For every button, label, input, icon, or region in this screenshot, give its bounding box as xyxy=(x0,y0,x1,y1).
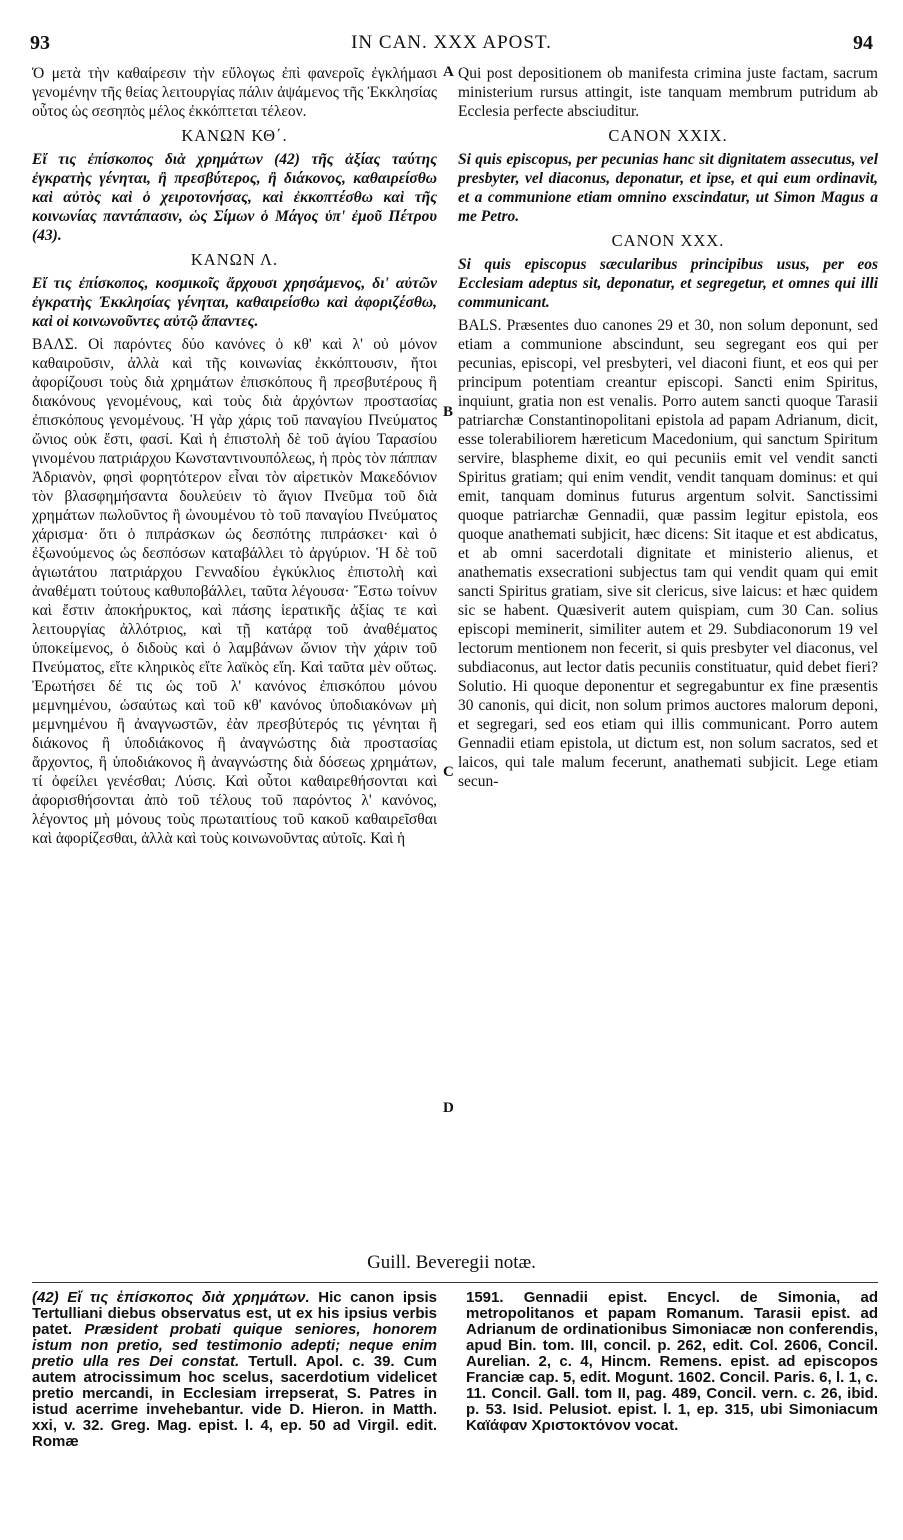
latin-canon30-heading: CANON XXX. xyxy=(611,231,725,250)
latin-canon29-text: Si quis episcopus, per pecunias hanc sit dignitatem assecutus, vel presbyter, vel diaconus, deponatur, et ipse, et qui eum ordinavit, et a communione etiam omnino exscindatur, ut Simon Magus a me Petro. xyxy=(458,151,878,225)
page-number-left: 93 xyxy=(30,32,50,54)
margin-marker-b: B xyxy=(443,404,454,420)
note-42-continued: 1591. Gennadii epist. Encycl. de Simonia, ad metropolitanos et papam Romanum. Tarasii epist. ad Adrianum de ordinationibus Simoniacæ non conferendis, apud Bin. tom. III, concil. p. 262, edit. Col. 2606, Concil. Aurelian. 2, c. 4, Hincm. Remens. epist. ad episcopos Franciæ cap. 5, edit. Mogunt. 1602. Concil. Paris. 6, l. 1, c. 11. Concil. Gall. tom II, pag. 489, Concil. vern. c. 26, ibid. p. 53. Isid. Pelusiot. epist. l. 1, ep. 315, ubi Simoniacum Καϊάφαν Χριστοκτόνον vocat. xyxy=(466,1289,878,1434)
latin-canon30-text: Si quis episcopus sæcularibus principibus usus, per eos Ecclesiam adeptus sit, deponatur, et segregetur, et omnes qui illi communicant. xyxy=(458,256,878,311)
notes-divider xyxy=(32,1282,878,1283)
latin-balsamon-commentary: BALS. Præsentes duo canones 29 et 30, non solum deponunt, sed etiam a communione abscindunt, seu segregant eos qui per pecunias, episcopi, vel presbyteri, vel diaconi fiunt, et eos qui per principum potentiam creantur episcopi. Sancti enim Spiritus, inquiunt, gratia non est venalis. Porro autem sancti quoque Tarasii patriarchæ Constantinopolitani epistola ad papam Adrianum, dicit, esse tolerabiliorem hæreticum Macedonium, qui sanctum Spiritum servire, blaspheme dixit, eo qui pecuniis emit vel vendit sancti Spiritus gratiam; qui enim vendit, vendit tanquam dominus: et qui emit, tanquam dominus futurus argentum solvit. Sanctissimi quoque patriarchæ Gennadii, quæ passim legitur epistola, eos quoque anathemati subjicit, hæc dicens: Sit itaque et est abdicatus, et ab omni sacerdotali dignitate et ministerio alienus, et anathematis exsecrationi subjectus tam qui vendit quam qui emit sancti Spiritus gratiam, sive sit clericus, sive laicus: et hæc quidem sic se habent. Quæsiverit autem quispiam, cum 30 Can. solius episcopi meminerit, similiter autem et 29. Subdiaconorum 19 vel lectorum mentionem non fecerit, si quis presbyter vel diaconus, vel subdiaconus, aut lector datis pecuniis constituatur, quid debet fieri? Solutio. Hi quoque deponentur et segregabuntur ex fine præsentis 30 canonis, qui dicit, non solum primos auctores malorum deponi, et segregari, sed eos etiam qui illis communicant. Porro autem Gennadii etiam epistola, ut dictum est, non solum sacratos, sed et laicos, qui tale malum fecerunt, anathemati subjicit. Lege etiam secun- xyxy=(458,317,878,790)
page-header xyxy=(30,32,873,58)
margin-marker-d: D xyxy=(443,1100,454,1116)
notes-left-column xyxy=(32,1290,437,1450)
running-title: IN CAN. XXX APOST. xyxy=(351,32,552,53)
notes-heading: Guill. Beveregii notæ. xyxy=(367,1252,536,1273)
greek-canon30-heading: ΚΑΝΩΝ Λ. xyxy=(190,250,279,269)
greek-column xyxy=(32,64,437,848)
note-42-quote: Præsident probati quique seniores, honorem istum non pretio, sed testimonio adepti; neque enim pretio ulla res Dei constat. xyxy=(32,1321,438,1370)
greek-canon29-heading: ΚΑΝΩΝ ΚΘ΄. xyxy=(181,126,288,145)
greek-canon30-text: Εἴ τις ἐπίσκοπος, κοσμικοῖς ἄρχουσι χρησάμενος, δι' αὐτῶν ἐγκρατὴς Ἐκκλησίας γένηται, καθαιρείσθω καὶ ἀφοριζέσθω, καὶ οἱ κοινωνοῦντες αὐτῷ ἅπαντες. xyxy=(32,275,437,330)
page-number-right: 94 xyxy=(853,32,873,54)
margin-marker-a: A xyxy=(443,64,454,80)
greek-balsamon-commentary: ΒΑΛΣ. Οἱ παρόντες δύο κανόνες ὁ κθ' καὶ λ' οὐ μόνον καθαιροῦσιν, ἀλλὰ καὶ τῆς κοινωνίας ἐκκόπτουσιν, ἤτοι ἀφορίζουσι τοὺς διὰ χρημάτων ἐπισκόπους ἢ πρεσβυτέρους ἢ διακόνους γενομένους, καὶ τοὺς διὰ ἀρχόντων προστασίας ἐπισκόπους γενομένους. Ἡ γὰρ χάρις τοῦ παναγίου Πνεύματος ὤνιος οὐκ ἔστι, φασί. Καὶ ἡ ἐπιστολὴ δὲ τοῦ ἁγίου Ταρασίου γινομένου πατριάρχου Κωνσταντινουπόλεως, ἡ πρὸς τὸν πάππαν Ἀδριανὸν, φησὶ φορητότερον εἶναι τὸν αἱρετικὸν Μακεδόνιον τὸν βλασφημήσαντα δουλεύειν τὸ ἅγιον Πνεῦμα τοῦ διὰ χρημάτων πωλοῦντος ἢ ὠνουμένου τὸ τοῦ παναγίου Πνεύματος χάρισμα· ὅτι ὁ πιπράσκων ὡς δεσπότης πιπράσκει· καὶ ὁ ἐξωνούμενος ὡς δεσπόσων καταβάλλει τὸ ἀργύριον. Ἡ δὲ τοῦ ἁγιωτάτου πατριάρχου Γενναδίου ἐγκύκλιος ἐπιστολὴ καὶ ἀναθέματι τούτους καθυποβάλλει, ταῦτα λέγουσα· Ἔστω τοίνυν καὶ ἔστιν ἀποκήρυκτος, καὶ πάσης ἱερατικῆς ἀξίας τε καὶ λειτουργίας ἀλλότριος, καὶ τῇ κατάρᾳ τοῦ ἀναθέματος ὑποκείμενος, ὁ διδοὺς καὶ ὁ λαμβάνων ὤνιον τὴν χάριν τοῦ Πνεύματος, εἴτε κληρικὸς εἴτε λαϊκὸς εἴη. Καὶ ταῦτα μὲν οὕτως. Ἐρωτήσει δέ τις ὡς τοῦ λ' κανόνος ἐπισκόπου μόνου μεμνημένου, ὡσαύτως καὶ τοῦ κθ' κανόνος ὑποδιακόνων μὴ μεμνημένου ἢ ἀναγνωστῶν, ἐὰν πρεσβύτερός τις γένηται ἢ διάκονος ἢ ὑποδιάκονος ἢ ἀναγνώστης διὰ προστασίας ἄρχοντος, ἢ ὑποδιάκονος ἢ ἀναγνώστης διὰ δόσεως χρημάτων, τί ὀφείλει γενέσθαι; Λύσις. Καὶ οὗτοι καθαιρεθήσονται καὶ ἀφορισθήσονται ἀπὸ τοῦ τέλους τοῦ παρόντος λ' κανόνος, λέγοντος μὴ μόνους τοὺς πρωταιτίους τοῦ κακοῦ καθαιρεῖσθαι καὶ ἀφορίζεσθαι, ἀλλὰ καὶ τοὺς κοινωνοῦντας αὐτοῖς. Καὶ ἡ xyxy=(32,336,437,847)
latin-intro: Qui post depositionem ob manifesta crimina juste factam, sacrum ministerium rursus attingit, iste tanquam membrum putridum ab Ecclesia perfecte absciuditur. xyxy=(458,65,878,120)
latin-canon29-heading: CANON XXIX. xyxy=(608,126,728,145)
margin-marker-c: C xyxy=(443,764,454,780)
greek-canon29-text: Εἴ τις ἐπίσκοπος διὰ χρημάτων (42) τῆς ἀξίας ταύτης ἐγκρατὴς γένηται, ἢ πρεσβύτερος, ἢ διάκονος, καθαιρείσθω καὶ αὐτὸς καὶ ὁ χειροτονήσας, καὶ ἐκκοπτέσθω καὶ τῆς κοινωνίας παντάπασιν, ὡς Σίμων ὁ Μάγος ὑπ' ἐμοῦ Πέτρου (43). xyxy=(32,151,437,244)
note-42-label: (42) Εἴ τις ἐπίσκοπος διὰ χρημάτων. xyxy=(32,1289,310,1306)
notes-right-column xyxy=(466,1290,878,1434)
note-42 xyxy=(32,1290,437,1450)
latin-column xyxy=(458,64,878,791)
note-42-text-1: Hic canon ipsis Tertulliani diebus observatus est, ut ex his ipsius verbis patet. xyxy=(32,1289,438,1338)
note-42-text-2: Tertull. Apol. c. 39. Cum autem atrocissimum hoc scelus, sacerdotium videlicet pretio mercandi, in Ecclesiam irrepserat, S. Patres in istud acerrime invehebantur. vide D. Hieron. in Matth. xxi, v. 32. Greg. Mag. epist. l. 4, ep. 50 ad Virgil. edit. Romæ xyxy=(32,1353,437,1450)
greek-intro: Ὁ μετὰ τὴν καθαίρεσιν τὴν εὔλογως ἐπὶ φανεροῖς ἐγκλήμασι γενομένην τῆς θείας λειτουργίας πάλιν ἀψάμενος τῆς Ἐκκλησίας οὗτος ὡς σεσηπὸς μέλος ἐκκόπτεται τέλεον. xyxy=(32,65,437,120)
